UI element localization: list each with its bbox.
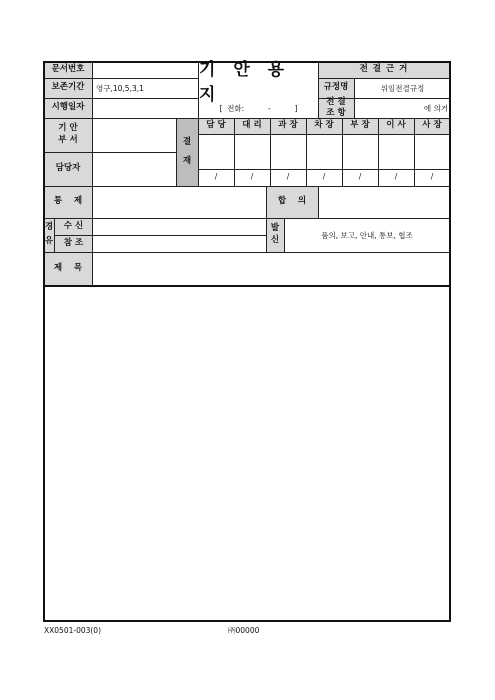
- approval-col-staff: 담 당: [206, 120, 226, 131]
- signature-cell-dept-head[interactable]: [343, 135, 378, 169]
- subject-field[interactable]: [93, 253, 449, 285]
- form-title: 기 안 용 지: [199, 60, 291, 105]
- body-area[interactable]: [45, 287, 449, 620]
- drafting-dept-label: 기 안 부 서: [58, 123, 78, 145]
- retention-label: 보존기간: [51, 82, 85, 93]
- agreement-label: 합 의: [277, 196, 307, 207]
- date-cell-section-chief[interactable]: /: [286, 172, 290, 182]
- company-code: ㈜00000: [228, 625, 260, 635]
- date-cell-deputy-head[interactable]: /: [322, 172, 326, 182]
- rule-name-label: 규정명: [323, 82, 349, 93]
- date-cell-assistant-manager[interactable]: /: [250, 172, 254, 182]
- signature-cell-staff[interactable]: [199, 135, 234, 169]
- effective-date-field[interactable]: [93, 98, 198, 118]
- approval-basis-title: 전 결 근 거: [359, 64, 409, 75]
- control-field[interactable]: [93, 187, 266, 218]
- drafting-dept-field[interactable]: [93, 118, 176, 152]
- subject-label: 제 목: [53, 263, 83, 274]
- date-cell-president[interactable]: /: [430, 172, 434, 182]
- phone-field[interactable]: [ 전화: - ]: [219, 103, 298, 113]
- date-cell-dept-head[interactable]: /: [358, 172, 362, 182]
- approval-col-section-chief: 과 장: [278, 120, 298, 131]
- doc-number-field[interactable]: [93, 62, 198, 78]
- clause-label: 전 결 조 항: [326, 97, 346, 118]
- form-code: XX0501-003(0): [44, 625, 102, 635]
- approval-col-assistant-manager: 대 리: [242, 120, 262, 131]
- rule-name-value: 위임전결규정: [380, 83, 425, 93]
- effective-date-label: 시행일자: [51, 102, 85, 113]
- person-in-charge-field[interactable]: [93, 152, 176, 186]
- signature-cell-president[interactable]: [415, 135, 449, 169]
- approval-col-dept-head: 부 장: [350, 120, 370, 131]
- retention-value: 영구,10,5,3,1: [96, 83, 144, 93]
- sender-label: 발 신: [270, 223, 280, 245]
- via-label: 경 유: [44, 222, 54, 246]
- approval-label: 결 재: [182, 136, 192, 166]
- date-cell-staff[interactable]: /: [214, 172, 218, 182]
- signature-cell-deputy-head[interactable]: [307, 135, 342, 169]
- signature-cell-section-chief[interactable]: [271, 135, 306, 169]
- recipient-label: 수 신: [63, 220, 84, 231]
- approval-col-director: 이 사: [386, 120, 406, 131]
- clause-value: 에 의거: [423, 103, 448, 113]
- recipient-field[interactable]: [93, 219, 266, 235]
- date-cell-director[interactable]: /: [394, 172, 398, 182]
- reference-field[interactable]: [93, 236, 266, 252]
- signature-cell-director[interactable]: [379, 135, 414, 169]
- person-in-charge-label: 담당자: [55, 163, 81, 174]
- approval-col-deputy-head: 차 장: [314, 120, 334, 131]
- doc-number-label: 문서번호: [51, 64, 85, 75]
- agreement-field[interactable]: [319, 187, 449, 218]
- reference-label: 참 조: [63, 237, 84, 248]
- signature-cell-assistant-manager[interactable]: [235, 135, 270, 169]
- approval-col-president: 사 장: [422, 120, 442, 131]
- sender-value[interactable]: 품의, 보고, 안내, 통보, 협조: [321, 230, 413, 240]
- control-label: 통 제: [53, 196, 83, 207]
